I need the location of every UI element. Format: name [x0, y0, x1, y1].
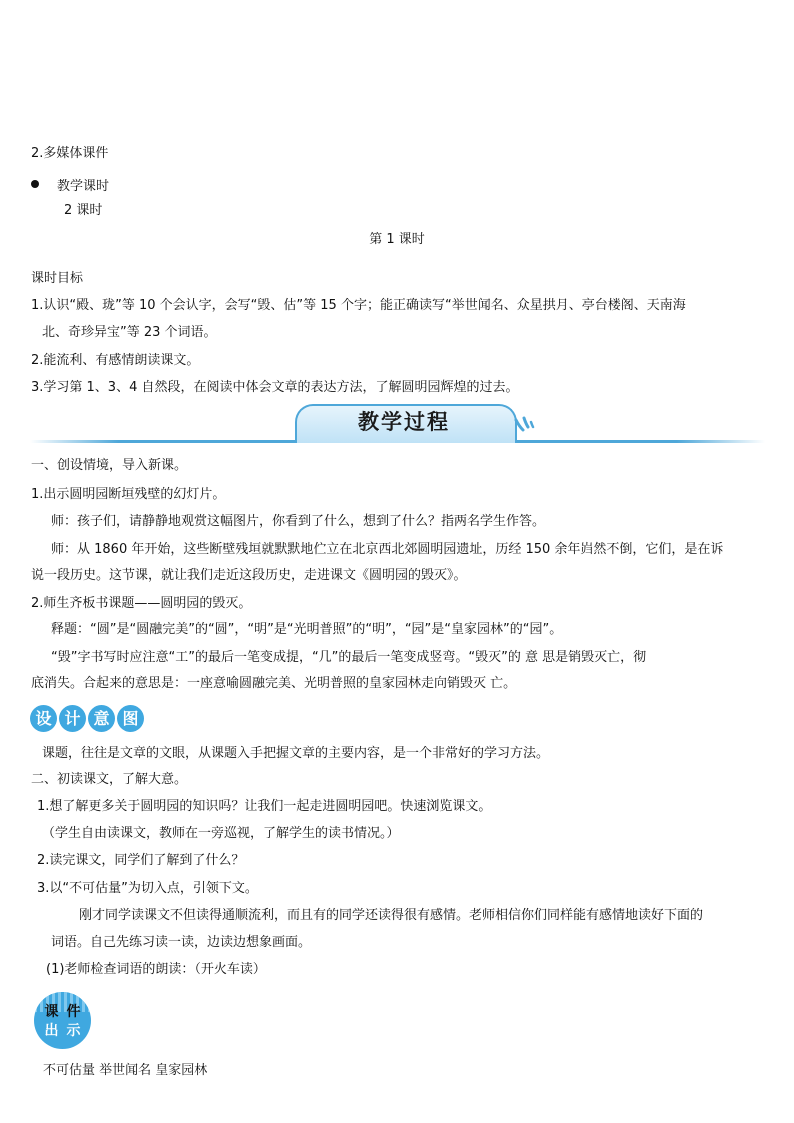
part1-step2: 2.师生齐板书课题——圆明园的毁灭。: [31, 596, 252, 611]
section-title: 第 1 课时: [369, 232, 425, 247]
banner-title: 教学过程: [358, 410, 450, 434]
teacher-line-1: 师：孩子们，请静静地观赏这幅图片，你看到了什么，想到了什么？指两名学生作答。: [51, 514, 546, 529]
part2-para-line2: 词语。自己先练习读一读，边读边想象画面。: [51, 935, 312, 950]
design-intent-badge: [30, 705, 144, 732]
badge-bottom-text: 出示: [44, 1023, 89, 1039]
design-intent-text: 课题，往往是文章的文眼，从课题入手把握文章的主要内容，是一个非常好的学习方法。: [42, 746, 550, 761]
courseware-badge: [34, 992, 91, 1049]
part1-step1: 1.出示圆明园断垣残壁的幻灯片。: [31, 487, 226, 502]
part1-heading: 一、创设情境，导入新课。: [31, 458, 188, 473]
badge-char: 图: [117, 705, 144, 732]
bullet-icon: [31, 180, 39, 188]
badge-top-text: 课件: [44, 1004, 89, 1020]
objective-1-line2: 北、奇珍异宝”等 23 个词语。: [42, 325, 217, 340]
part2-step2: 2.读完课文，同学们了解到了什么？: [37, 853, 245, 868]
badge-char: 计: [59, 705, 86, 732]
badge-char: 意: [88, 705, 115, 732]
part2-step1-note: （学生自由读课文，教师在一旁巡视，了解学生的读书情况。）: [42, 826, 400, 841]
hours-heading: 教学课时: [57, 179, 110, 194]
objective-3: 3.学习第 1、3、4 自然段，在阅读中体会文章的表达方法，了解圆明园辉煌的过去。: [31, 380, 519, 395]
drops-icon: [512, 416, 536, 440]
courseware-words: 不可估量 举世闻名 皇家园林: [43, 1063, 208, 1078]
part2-step3: 3.以“不可估量”为切入点，引领下文。: [37, 881, 258, 896]
badge-char: 设: [30, 705, 57, 732]
objective-2: 2.能流利、有感情朗读课文。: [31, 353, 200, 368]
explain-line-2a: “毁”字书写时应注意“工”的最后一笔变成提，“几”的最后一笔变成竖弯。“毁灭”的 意 思是销毁灭亡，彻: [51, 650, 647, 665]
objective-1-line1: 1.认识“殿、珑”等 10 个会认字，会写“毁、估”等 15 个字；能正确读写“举世闻名、众星拱月、亭台楼阁、天南海: [31, 298, 686, 313]
part2-para-line1: 刚才同学读课文不但读得通顺流利，而且有的同学还读得很有感情。老师相信你们同样能有感情地读好下面的: [79, 908, 704, 923]
explain-line-2b: 底消失。合起来的意思是：一座意喻圆融完美、光明普照的皇家园林走向销毁灭 亡。: [31, 676, 517, 691]
explain-line-1: 释题：“圆”是“圆融完美”的“圆”，“明”是“光明普照”的“明”，“园”是“皇家园林”的“园”。: [51, 622, 563, 637]
part2-heading: 二、初读课文，了解大意。: [31, 772, 188, 787]
hours-value: 2 课时: [64, 203, 103, 218]
part2-sub1: (1)老师检查词语的朗读：（开火车读）: [46, 962, 266, 977]
objectives-heading: 课时目标: [31, 271, 84, 286]
materials-item: 2.多媒体课件: [31, 146, 109, 161]
teacher-line-2b: 说一段历史。这节课，就让我们走近这段历史，走进课文《圆明园的毁灭》。: [31, 568, 467, 583]
teacher-line-2a: 师：从 1860 年开始，这些断壁残垣就默默地伫立在北京西北郊圆明园遗址，历经 150 余年岿然不倒，它们，是在诉: [51, 542, 724, 557]
part2-step1: 1.想了解更多关于圆明园的知识吗？让我们一起走进圆明园吧。快速浏览课文。: [37, 799, 492, 814]
